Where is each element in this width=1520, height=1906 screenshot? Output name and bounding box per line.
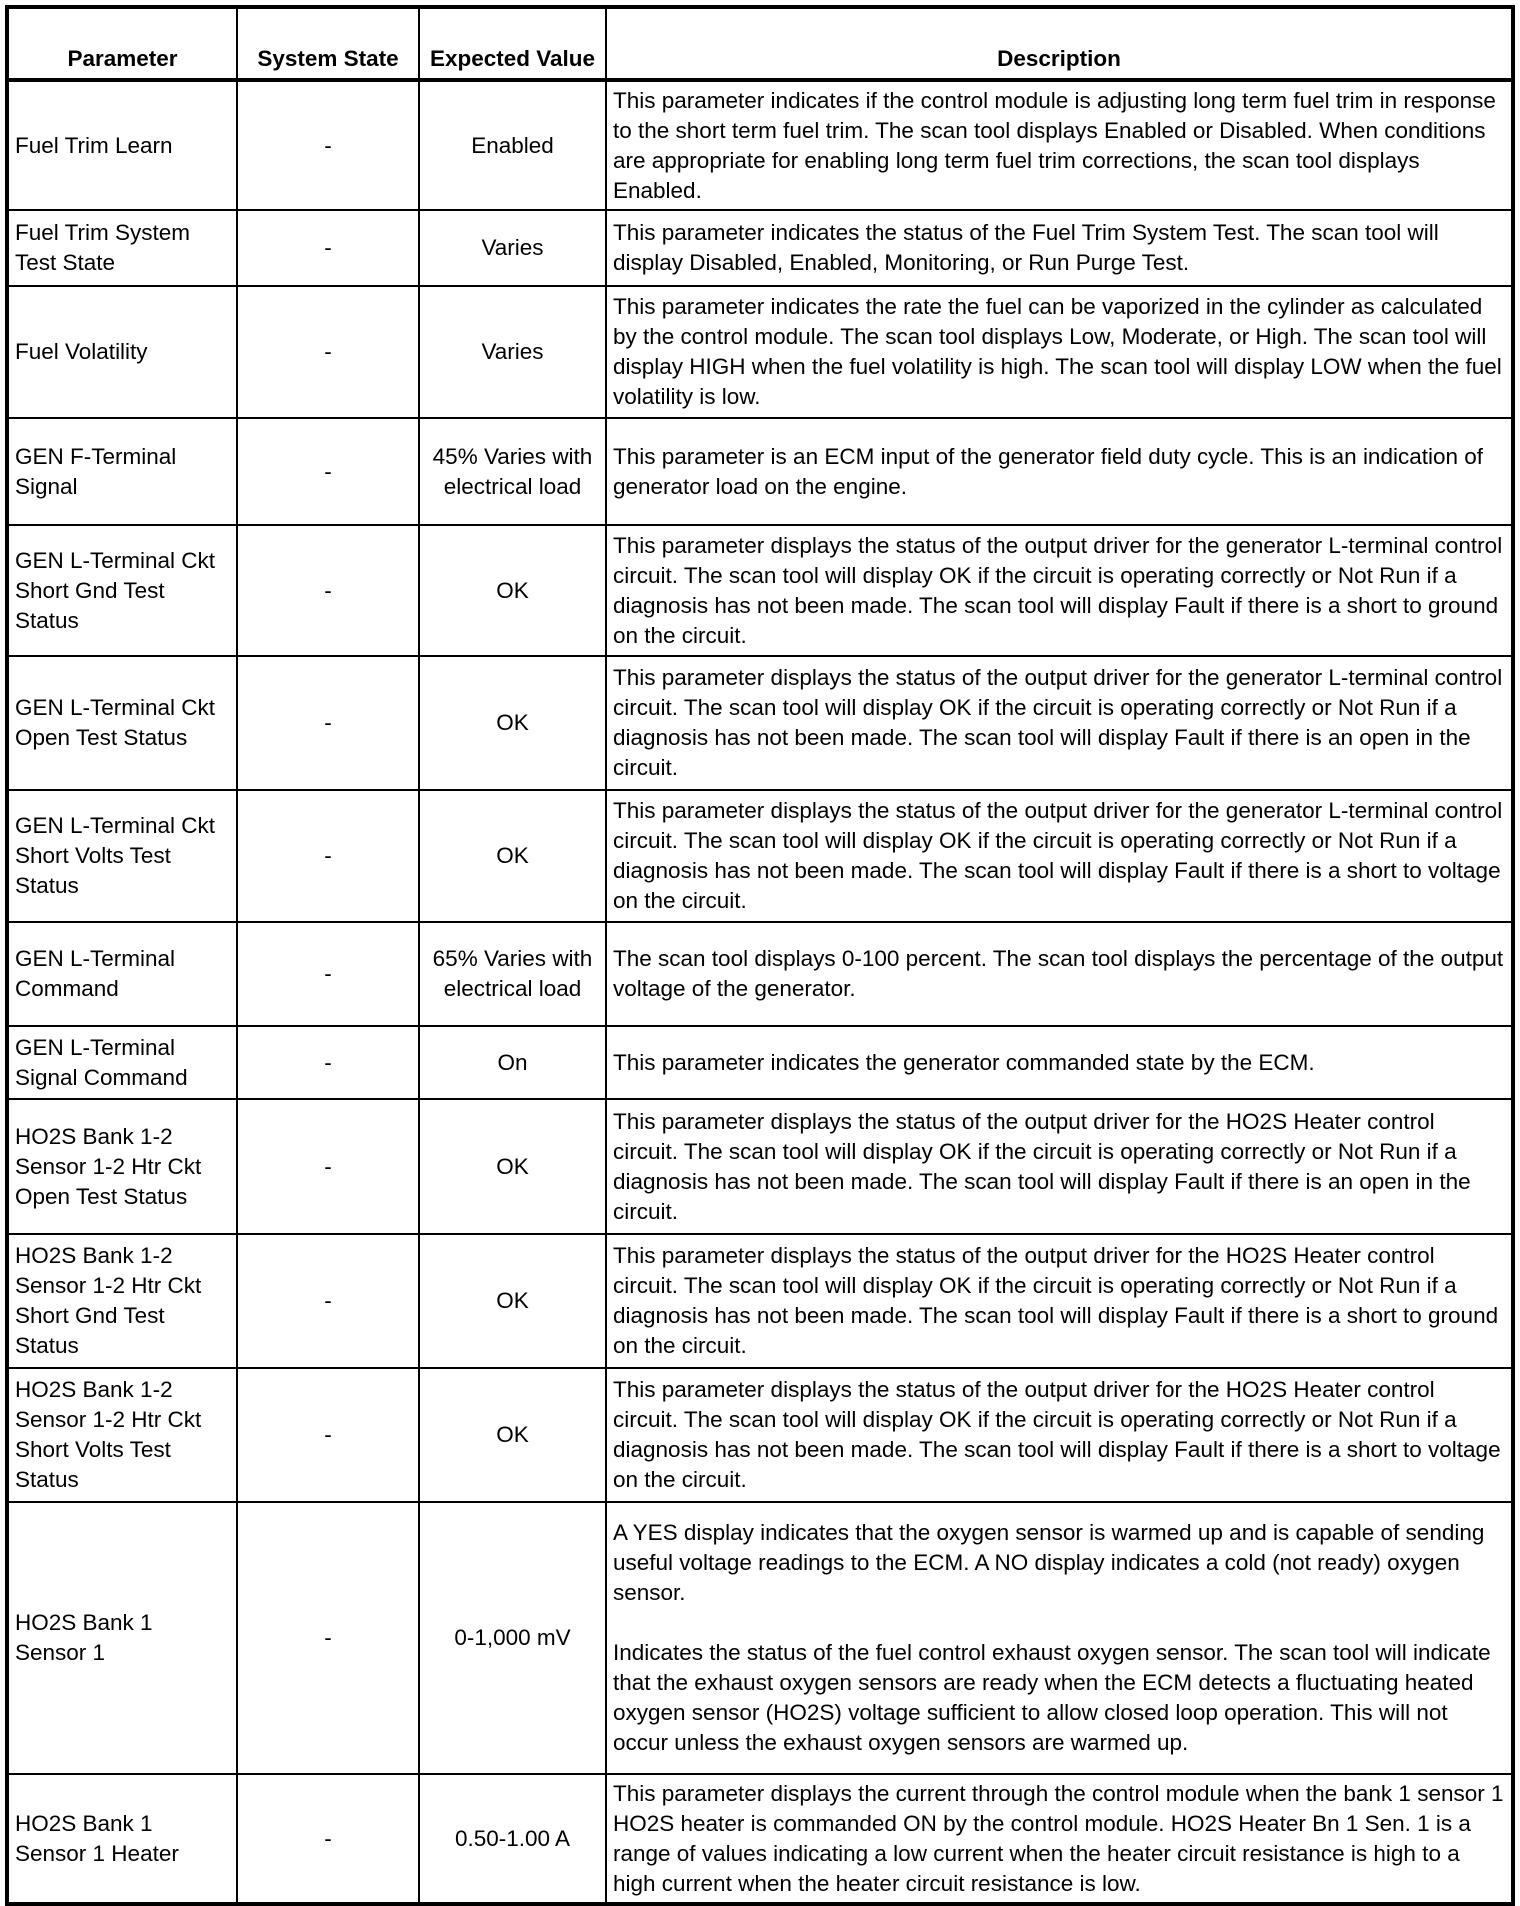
- description-paragraph: This parameter displays the status of the output driver for the HO2S Heater control circuit. The scan tool will display OK if the circuit is operating correctly or Not Run if a diagnosis has not been made. The scan tool will display Fault if there is a short to voltage on the circuit.: [613, 1377, 1501, 1492]
- description-cell: [606, 656, 1513, 790]
- description-cell: [606, 286, 1513, 418]
- table-row: [7, 790, 1513, 922]
- description-cell: [606, 922, 1513, 1026]
- parameter-cell: HO2S Bank 1 Sensor 1: [7, 1502, 237, 1774]
- description-paragraph: This parameter is an ECM input of the generator field duty cycle. This is an indication of generator load on the engine.: [613, 443, 1484, 499]
- expected-value-cell: OK: [419, 790, 606, 922]
- description-paragraph: This parameter displays the status of the output driver for the HO2S Heater control circuit. The scan tool will display OK if the circuit is operating correctly or Not Run if a diagnosis has not been made. The scan tool will display Fault if there is a short to ground on the circuit.: [613, 1243, 1499, 1358]
- system-state-cell: -: [237, 656, 419, 790]
- table-row: [7, 1099, 1513, 1234]
- system-state-cell: -: [237, 1234, 419, 1368]
- header-system-state: System State: [237, 7, 419, 80]
- system-state-cell: -: [237, 80, 419, 210]
- parameter-cell: GEN L-Terminal Ckt Open Test Status: [7, 656, 237, 790]
- parameter-cell: GEN L-Terminal Signal Command: [7, 1026, 237, 1099]
- description-paragraph: This parameter indicates the rate the fuel can be vaporized in the cylinder as calculated by the control module. The scan tool displays Low, Moderate, or High. The scan tool will display HIGH when the fuel volatility is high. The scan tool will display LOW when the fuel volatility is low.: [613, 294, 1502, 409]
- description-paragraph: This parameter displays the status of the output driver for the HO2S Heater control circuit. The scan tool will display OK if the circuit is operating correctly or Not Run if a diagnosis has not been made. The scan tool will display Fault if there is an open in the circuit.: [613, 1108, 1471, 1224]
- expected-value-cell: OK: [419, 1234, 606, 1368]
- expected-value-cell: Varies: [419, 210, 606, 286]
- expected-value-cell: OK: [419, 525, 606, 656]
- header-parameter: Parameter: [7, 7, 237, 80]
- description-paragraph: This parameter indicates the status of the Fuel Trim System Test. The scan tool will display Disabled, Enabled, Monitoring, or Run Purge Test.: [613, 220, 1439, 275]
- table-row: [7, 286, 1513, 418]
- table-row: [7, 1502, 1513, 1774]
- parameter-cell: Fuel Trim Learn: [7, 80, 237, 210]
- description-paragraph: This parameter indicates if the control module is adjusting long term fuel trim in response to the short term fuel trim. The scan tool displays Enabled or Disabled. When conditions are appropriate for enabling long term fuel trim corrections, the scan tool displays Enabled.: [613, 87, 1496, 203]
- system-state-cell: -: [237, 286, 419, 418]
- parameter-cell: GEN L-Terminal Ckt Short Volts Test Status: [7, 790, 237, 922]
- expected-value-cell: Varies: [419, 286, 606, 418]
- description-paragraph: This parameter indicates the generator commanded state by the ECM.: [613, 1049, 1315, 1075]
- parameter-cell: HO2S Bank 1-2 Sensor 1-2 Htr Ckt Short Volts Test Status: [7, 1368, 237, 1502]
- parameter-cell: HO2S Bank 1-2 Sensor 1-2 Htr Ckt Short Gnd Test Status: [7, 1234, 237, 1368]
- description-cell: [606, 1502, 1513, 1774]
- description-cell: [606, 790, 1513, 922]
- table-row: [7, 922, 1513, 1026]
- expected-value-cell: 65% Varies with electrical load: [419, 922, 606, 1026]
- system-state-cell: -: [237, 525, 419, 656]
- description-paragraph: The scan tool displays 0-100 percent. The scan tool displays the percentage of the output voltage of the generator.: [613, 946, 1504, 1001]
- system-state-cell: -: [237, 922, 419, 1026]
- expected-value-cell: 45% Varies with electrical load: [419, 418, 606, 525]
- description-paragraph: This parameter displays the status of the output driver for the generator L-terminal control circuit. The scan tool will display OK if the circuit is operating correctly or Not Run if a diagnosis has not been made. The scan tool will display Fault if there is a short to voltage on the circuit.: [613, 798, 1503, 913]
- table-row: [7, 80, 1513, 210]
- header-expected-value: Expected Value: [419, 7, 606, 80]
- description-paragraph: This parameter displays the status of the output driver for the generator L-terminal control circuit. The scan tool will display OK if the circuit is operating correctly or Not Run if a diagnosis has not been made. The scan tool will display Fault if there is an open in the circuit.: [613, 665, 1503, 780]
- table-row: [7, 210, 1513, 286]
- description-cell: [606, 80, 1513, 210]
- parameter-cell: HO2S Bank 1-2 Sensor 1-2 Htr Ckt Open Test Status: [7, 1099, 237, 1234]
- parameter-cell: Fuel Trim System Test State: [7, 210, 237, 286]
- description-cell: [606, 1026, 1513, 1099]
- description-cell: [606, 1774, 1513, 1904]
- expected-value-cell: OK: [419, 656, 606, 790]
- expected-value-cell: Enabled: [419, 80, 606, 210]
- description-cell: [606, 1099, 1513, 1234]
- system-state-cell: -: [237, 418, 419, 525]
- description-cell: [606, 210, 1513, 286]
- table-body: [7, 80, 1513, 1904]
- parameter-cell: GEN L-Terminal Ckt Short Gnd Test Status: [7, 525, 237, 656]
- system-state-cell: -: [237, 1099, 419, 1234]
- system-state-cell: -: [237, 790, 419, 922]
- table-row: [7, 525, 1513, 656]
- header-row: [7, 7, 1513, 80]
- description-cell: [606, 1368, 1513, 1502]
- description-cell: [606, 418, 1513, 525]
- description-paragraph: Indicates the status of the fuel control exhaust oxygen sensor. The scan tool will indicate that the exhaust oxygen sensors are ready when the ECM detects a fluctuating heated oxygen sensor (HO2S) voltage sufficient to allow closed loop operation. This will not occur unless the exhaust oxygen sensors are warmed up.: [613, 1640, 1491, 1755]
- expected-value-cell: On: [419, 1026, 606, 1099]
- table-row: [7, 1026, 1513, 1099]
- parameter-cell: GEN F-Terminal Signal: [7, 418, 237, 525]
- expected-value-cell: 0.50-1.00 A: [419, 1774, 606, 1904]
- expected-value-cell: OK: [419, 1368, 606, 1502]
- table-row: [7, 1774, 1513, 1904]
- table-row: [7, 1368, 1513, 1502]
- table-row: [7, 418, 1513, 525]
- system-state-cell: -: [237, 1368, 419, 1502]
- system-state-cell: -: [237, 210, 419, 286]
- system-state-cell: -: [237, 1026, 419, 1099]
- description-cell: [606, 1234, 1513, 1368]
- table-row: [7, 1234, 1513, 1368]
- description-paragraph: This parameter displays the current through the control module when the bank 1 sensor 1 HO2S heater is commanded ON by the control module. HO2S Heater Bn 1 Sen. 1 is a range of values indicating a low current when the heater circuit resistance is high to a high current when the heater circuit resistance is low.: [613, 1780, 1504, 1896]
- parameter-cell: Fuel Volatility: [7, 286, 237, 418]
- expected-value-cell: 0-1,000 mV: [419, 1502, 606, 1774]
- description-paragraph: This parameter displays the status of the output driver for the generator L-terminal control circuit. The scan tool will display OK if the circuit is operating correctly or Not Run if a diagnosis has not been made. The scan tool will display Fault if there is a short to ground on the circuit.: [613, 532, 1503, 648]
- parameter-cell: GEN L-Terminal Command: [7, 922, 237, 1026]
- system-state-cell: -: [237, 1502, 419, 1774]
- header-description: Description: [606, 7, 1513, 80]
- system-state-cell: -: [237, 1774, 419, 1904]
- parameter-cell: HO2S Bank 1 Sensor 1 Heater: [7, 1774, 237, 1904]
- description-cell: [606, 525, 1513, 656]
- description-paragraph: A YES display indicates that the oxygen sensor is warmed up and is capable of sending useful voltage readings to the ECM. A NO display indicates a cold (not ready) oxygen sensor.: [613, 1520, 1485, 1605]
- table-row: [7, 656, 1513, 790]
- expected-value-cell: OK: [419, 1099, 606, 1234]
- scan-tool-parameter-table: [5, 5, 1515, 1906]
